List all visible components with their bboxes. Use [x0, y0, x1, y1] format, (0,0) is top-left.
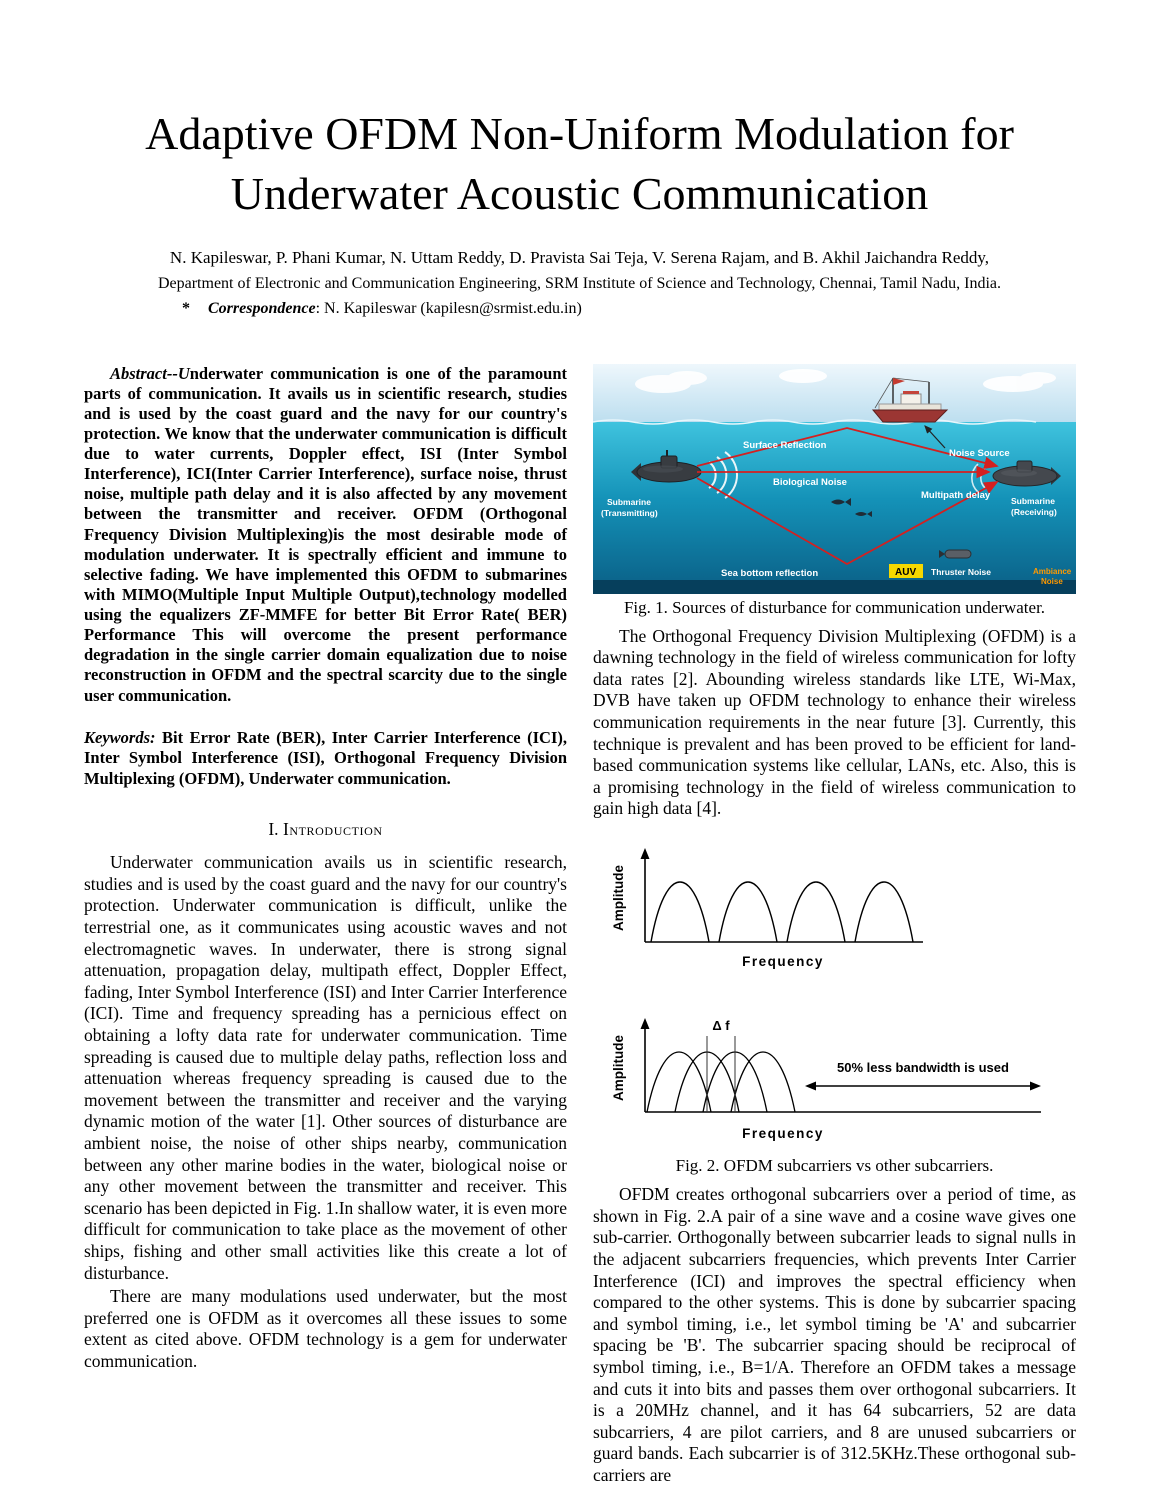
submarine-transmitting-label-2: (Transmitting): [601, 507, 658, 518]
bottom-amplitude-axis-label: Amplitude: [611, 1035, 626, 1102]
ambiance-noise-label-2: Noise: [1041, 576, 1063, 586]
bandwidth-note-label: 50% less bandwidth is used: [837, 1060, 1009, 1076]
top-amplitude-axis-label: Amplitude: [611, 865, 626, 932]
auv-label: AUV: [895, 566, 917, 578]
keywords-lead: Keywords:: [84, 727, 156, 747]
correspondence-star: *: [182, 299, 190, 317]
abstract-text: nderwater communication is one of the paramount parts of communication. It avails us in scientific research, studies and is used by the coast guard and the navy for our country's protection. We know that the underwater communication is difficult due to water currents, Doppler effect, ISI (Inter Symbol Interference), ICI(Inter Carrier Interference), surface noise, thrust noise, multiple path delay and it is also affected by any movement between the transmitter and receiver. OFDM (Orthogonal Frequency Division Multiplexing)is the most desirable mode of modulation underwater. It is spectrally efficient and immune to selective fading. We have implemented this OFDM to submarines with MIMO(Multiple Input Multiple Output),technology modelled using the equalizers ZF-MMFE for better Bit Error Rate( BER) Performance This will overcome the present performance degradation in the single carrier domain equalization due to noise reconstruction in OFDM and the spectral scarcity due to the single user communication.: [84, 363, 567, 705]
figure-2: [593, 834, 1076, 1152]
intro-paragraph-2: There are many modulations used underwater, but the most preferred one is OFDM as it overcomes all these issues to some extent as cited above. OFDM technology is a gem for underwater communication.: [84, 1286, 567, 1372]
two-column-body: [84, 364, 1075, 1489]
section-title: Introduction: [282, 819, 383, 840]
biological-noise-label: Biological Noise: [773, 476, 847, 488]
section-heading-introduction: [84, 819, 567, 840]
sea-floor: [593, 580, 1076, 594]
figure-1: [593, 364, 1076, 594]
left-column: [84, 364, 567, 1489]
ofdm-overview-paragraph: The Orthogonal Frequency Division Multiplexing (OFDM) is a dawning technology in the field of wireless communication for lofty data rates [2]. Abounding wireless standards like LTE, Wi-Max, DVB have taken up OFDM technology to enhance their wireless communication requirements in the near future [3]. Currently, this technique is prevalent and has been proved to be efficient for land-based communication systems like cellular, LANs, etc. Also, this is a promising technology in the field of wireless communication to gain high data [4].: [593, 625, 1076, 819]
overlapping-subcarrier-curves: [647, 1052, 795, 1112]
affiliation-line: Department of Electronic and Communication Engineering, SRM Institute of Science and Technology, Chennai, Tamil Nadu, India.: [157, 274, 1002, 292]
subcarrier-paragraph: OFDM creates orthogonal subcarriers over a period of time, as shown in Fig. 2.A pair of a sine wave and a cosine wave gives one sub-carrier. Orthogonally between subcarrier leads to signal nulls in the adjacent subcarriers frequencies, which prevents Inter Carrier Interference (ICI) and improves the spectral efficiency when compared to the other systems. This is done by subcarrier spacing and symbol timing, i.e., let symbol timing be 'A' and subcarrier spacing be 'B'. The subcarrier spacing should be reciprocal of symbol timing, i.e., B=1/A. Therefore an OFDM takes a message and cuts it into bits and passes them over orthogonal subcarriers. It is a 20MHz channel, and it has 64 subcarriers, 52 are data subcarriers, 4 are pilot carriers, and 8 are unused subcarriers or guard bands. Each subcarrier is of 312.5KHz.These orthogonal sub-carriers are: [593, 1184, 1076, 1485]
keywords-paragraph: [84, 728, 567, 789]
figure-1-caption: Fig. 1. Sources of disturbance for communication underwater.: [623, 597, 1046, 617]
thruster-noise-label: Thruster Noise: [931, 566, 991, 577]
multipath-delay-label: Multipath delay: [921, 489, 991, 501]
keywords-text: Bit Error Rate (BER), Inter Carrier Interference (ICI), Inter Symbol Interference (ISI), Orthogonal Frequency Division Multiplexing (OFDM), Underwater communication.: [84, 727, 568, 788]
submarine-receiving-label-2: (Receiving): [1011, 506, 1057, 517]
top-frequency-axis-label: Frequency: [742, 954, 824, 970]
correspondence-label: Correspondence: [208, 299, 316, 317]
ambiance-noise-label-1: Ambiance: [1033, 566, 1072, 576]
right-column: [593, 364, 1076, 1489]
top-subcarrier-plot: [611, 848, 923, 969]
delta-f-label: Δ f: [712, 1018, 730, 1034]
paper-title: [84, 104, 1075, 224]
sky: [593, 364, 1076, 428]
correspondence-text: : N. Kapileswar (kapilesn@srmist.edu.in): [315, 299, 582, 317]
correspondence-line: [182, 300, 1075, 318]
bottom-frequency-axis-label: Frequency: [742, 1126, 824, 1142]
surface-reflection-label: Surface Reflection: [743, 439, 827, 451]
bottom-subcarrier-plot: [611, 1018, 1041, 1141]
submarine-transmitting-label-1: Submarine: [607, 496, 651, 507]
abstract-lead: Abstract--U: [110, 363, 190, 383]
paper-title-line-1: Adaptive OFDM Non-Uniform Modulation for: [145, 108, 1014, 159]
figure-2-plots: [593, 834, 1076, 1152]
section-number: I.: [268, 819, 279, 840]
submarine-receiving-label-1: Submarine: [1011, 495, 1055, 506]
authors-line: N. Kapileswar, P. Phani Kumar, N. Uttam Reddy, D. Pravista Sai Teja, V. Serena Rajam, and B. Akhil Jaichandra Reddy,: [169, 247, 990, 267]
orthogonal-subcarrier-curves: [651, 882, 913, 942]
noise-source-label: Noise Source: [949, 447, 1010, 459]
figure-2-caption: Fig. 2. OFDM subcarriers vs other subcarriers.: [675, 1156, 994, 1176]
figure-1-illustration: [593, 364, 1076, 594]
intro-paragraph-1: Underwater communication avails us in scientific research, studies and is used by the coast guard and the navy for our country's protection. Underwater communication is difficult, unlike the terrestrial one, as it communicates using acoustic waves and not electromagnetic waves. In underwater, there is strong signal attenuation, propagation delay, multipath effect, Doppler Effect, fading, Inter Symbol Interference (ISI) and Inter Carrier Interference (ICI). Time and frequency spreading has a pernicious effect on obtaining a lofty data rate for underwater communication. Time spreading is caused due to multiple delay paths, reflection loss and attenuation whereas frequency spreading is caused due to the movement between the transmitter and receiver and the varying dynamic motion of the water [1]. Other sources of disturbance are ambient noise, the noise of other ships nearby, communication between any other marine bodies in the water, biological noise or any other movement between the transmitter and receiver. This scenario has been depicted in Fig. 1.In shallow water, it is even more difficult for communication to take place as the movement of other ships, fishing and other small activities like this create a lot of disturbance.: [84, 852, 567, 1283]
sea-bottom-reflection-label: Sea bottom reflection: [721, 567, 819, 579]
abstract-paragraph: [84, 364, 567, 706]
paper-title-line-2: Underwater Acoustic Communication: [230, 167, 929, 219]
